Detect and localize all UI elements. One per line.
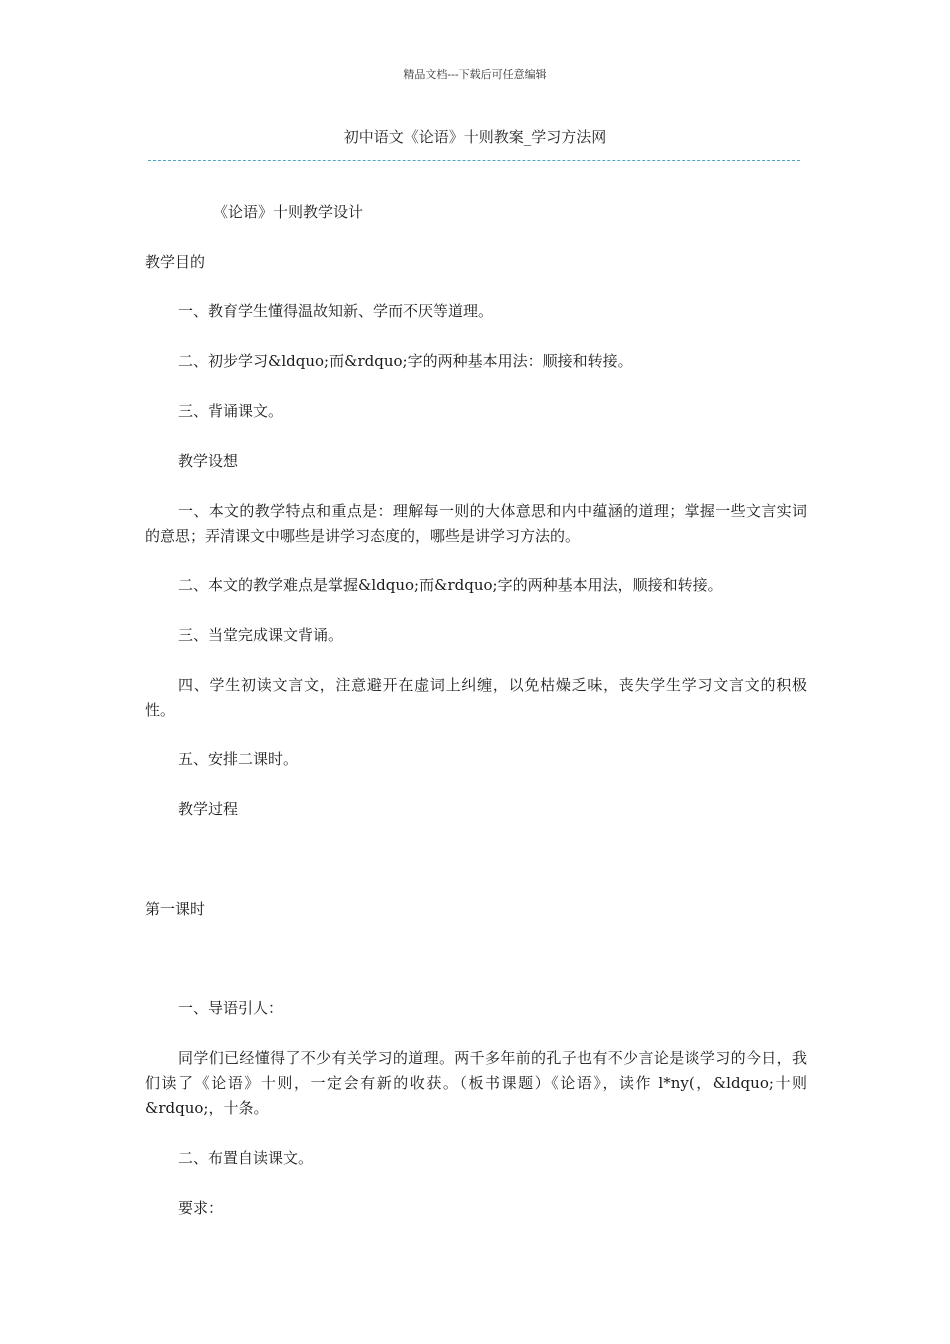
process-heading: 教学过程 <box>178 800 239 818</box>
section-subtitle: 《论语》十则教学设计 <box>213 203 364 221</box>
goal-heading: 教学目的 <box>145 253 206 271</box>
step-2-requirements: 要求： <box>178 1199 224 1217</box>
goal-item-2: 二、初步学习&ldquo;而&rdquo;字的两种基本用法：顺接和转接。 <box>178 352 633 370</box>
idea-item-2: 二、本文的教学难点是掌握&ldquo;而&rdquo;字的两种基本用法，顺接和转接。 <box>178 576 723 594</box>
idea-item-4: 四、学生初读文言文，注意避开在虚词上纠缠，以免枯燥乏味，丧失学生学习文言文的积极性。 <box>145 676 807 719</box>
step-1-heading: 一、导语引人： <box>178 999 284 1017</box>
step-2-heading: 二、布置自读课文。 <box>178 1149 314 1167</box>
document-title: 初中语文《论语》十则教案_学习方法网 <box>343 128 607 146</box>
lesson-heading: 第一课时 <box>145 900 206 918</box>
header-note: 精品文档---下载后可任意编辑 <box>403 68 547 81</box>
step-1-paragraph: 同学们已经懂得了不少有关学习的道理。两千多年前的孔子也有不少言论是谈学习的今日，我们读了《论语》十则，一定会有新的收获。（板书课题）《论语》，读作 l*ny(，&ldquo;十则&rdquo;，十条。 <box>145 1049 807 1117</box>
idea-item-5: 五、安排二课时。 <box>178 750 299 768</box>
title-divider <box>148 160 800 161</box>
goal-item-3: 三、背诵课文。 <box>178 402 284 420</box>
idea-item-1: 一、本文的教学特点和重点是：理解每一则的大体意思和内中蕴涵的道理；掌握一些文言实词的意思；弄清课文中哪些是讲学习态度的，哪些是讲学习方法的。 <box>145 502 807 545</box>
idea-item-3: 三、当堂完成课文背诵。 <box>178 626 344 644</box>
idea-heading: 教学设想 <box>178 452 239 470</box>
goal-item-1: 一、教育学生懂得温故知新、学而不厌等道理。 <box>178 302 494 320</box>
